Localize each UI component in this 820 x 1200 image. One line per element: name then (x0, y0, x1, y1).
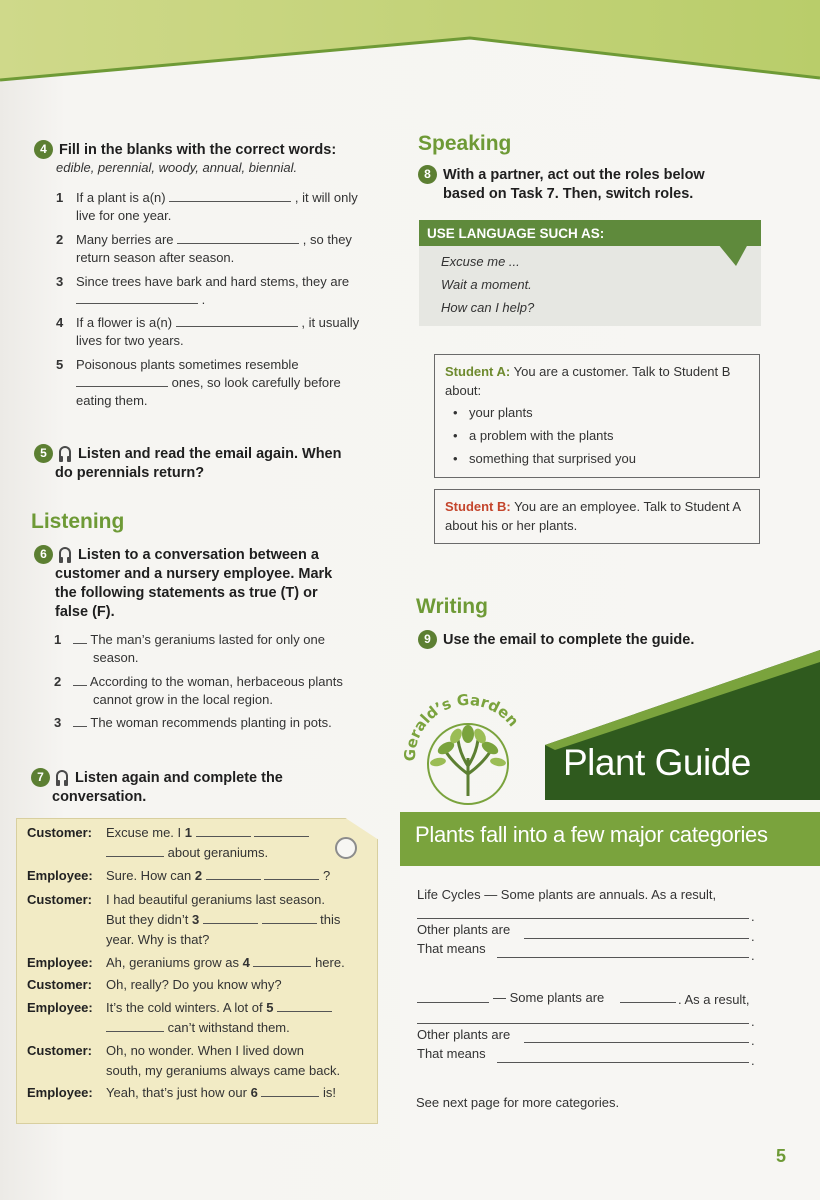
task6-instruction: 6 Listen to a conversation between a customer and a nursery employee. Mark the following statements as true (T) or false (F). (34, 545, 332, 622)
task8-instruction: 8 With a partner, act out the roles below based on Task 7. Then, switch roles. (418, 165, 705, 204)
language-box-header: USE LANGUAGE SUCH AS: (419, 220, 761, 246)
task7-instruction: 7 Listen again and complete the conversation. (31, 768, 283, 807)
dialogue-line-5: Customer: Oh, really? Do you know why? (27, 977, 282, 992)
dialogue-line-6: Employee: It’s the cold winters. A lot of 5 can’t withstand them. (27, 998, 367, 1038)
guide-other-1: Other plants are (417, 922, 511, 937)
task6-statement-2: 2 According to the woman, herbaceous plants cannot grow in the local region. (54, 674, 343, 707)
write-line[interactable] (417, 1023, 749, 1024)
answer-blank[interactable] (106, 1021, 164, 1032)
guide-means-1: That means (417, 941, 486, 956)
answer-blank[interactable] (261, 1086, 319, 1097)
textbook-page: 4 Fill in the blanks with the correct words: edible, perennial, woody, annual, biennial. 1 If a plant is a(n) , it will only live for one year. 2 Many berries are , so they return season after season. 3 Since trees have bark and hard stems, they are . 4 If a flower is a(n) , it usually lives for two years. 5 Poisonous plants sometimes resemble ones, so look carefully before eating them. 5 Listen and read the email again. When do perennials return? Listening 6 Listen to a conversation between a customer and a nursery employee. Mark the following statements as true (T) or false (F). 1 The man’s geraniums lasted for only one season. 2 According to the woman, herbaceous plants cannot grow in the local region. 3 The woman recommends planting in pots. 7 Listen again and complete the conversation. Customer: Excuse me. I 1 about geraniums. Employee: Sure. How can 2 ? Customer: I had beautiful geraniums last season. But they didn’t 3 this year. Why is that? Employee: Ah, geraniums grow as 4 here. Customer: Oh, really? Do you know why? Employee: It’s the cold winters. A lot of 5 can’t withstand them. Customer: Oh, no wonder. When I lived down south, my geraniums always came back. Employee: Yeah, that’s just how our 6 is! Speaking 8 With a partner, act out the roles below based on Task 7. Then, switch roles. USE LANGUAGE SUCH AS: Excuse me ... Wait a moment. How can I help? Student A: You are a customer. Talk to Student B about: • your plants • a problem with the plants • something that surprised you Student B: You are an employee. Talk to Student A about his or her plants. Writing 9 Use the email to complete the guide. Plant Guide Gerald’s Garden Plants fall into a few major categories Life Cycles — Some plants are annuals. As a result, . Other plants are . That means . — Some plants are . As a result, . Other plants are . That means . See next page for more categories. 5 (0, 0, 820, 1200)
answer-blank[interactable] (206, 869, 261, 880)
writing-heading: Writing (416, 595, 488, 618)
svg-text:Gerald’s Garden: Gerald’s Garden (400, 690, 523, 762)
answer-blank[interactable] (76, 376, 168, 387)
dialogue-line-8: Employee: Yeah, that’s just how our 6 is! (27, 1085, 337, 1100)
task5-instruction: 5 Listen and read the email again. When do perennials return? (34, 444, 341, 483)
task4-item-1: 1 If a plant is a(n) , it will only live for one year. (56, 190, 358, 223)
task-number-badge: 5 (34, 444, 53, 463)
dialogue-line-7: Customer: Oh, no wonder. When I lived down south, my geraniums always came back. (27, 1043, 341, 1078)
task4-item-4: 4 If a flower is a(n) , it usually lives for two years. (56, 315, 360, 348)
answer-blank[interactable] (254, 826, 309, 837)
answer-blank[interactable] (262, 913, 317, 924)
student-b-box: Student B: You are an employee. Talk to Student A about his or her plants. (434, 489, 760, 544)
task6-statement-1: 1 The man’s geraniums lasted for only one season. (54, 632, 325, 665)
write-line[interactable] (524, 938, 749, 939)
answer-blank[interactable] (176, 316, 298, 327)
write-line[interactable] (497, 1062, 749, 1063)
guide-see-next: See next page for more categories. (416, 1095, 620, 1110)
task-number-badge: 9 (418, 630, 437, 649)
language-phrase: Wait a moment. (441, 277, 532, 292)
word-bank: edible, perennial, woody, annual, biennial. (56, 160, 298, 175)
bullet-item: • something that surprised you (445, 447, 749, 470)
plant-guide-title: Plant Guide (563, 742, 751, 783)
dialogue-line-1: Customer: Excuse me. I 1 about geraniums. (27, 823, 367, 863)
write-line[interactable] (620, 1002, 676, 1003)
guide-dash: — Some plants are (493, 990, 605, 1005)
task4-item-5: 5 Poisonous plants sometimes resemble ones, so look carefully before eating them. (56, 357, 341, 408)
tf-blank[interactable] (73, 633, 87, 644)
task-number-badge: 7 (31, 768, 50, 787)
answer-blank[interactable] (169, 191, 291, 202)
dialogue-line-4: Employee: Ah, geraniums grow as 4 here. (27, 955, 345, 970)
guide-means-2: That means (417, 1046, 486, 1061)
task-number-badge: 8 (418, 165, 437, 184)
tf-blank[interactable] (73, 716, 87, 727)
answer-blank[interactable] (277, 1001, 332, 1012)
headphones-icon (59, 547, 71, 559)
guide-life-cycles: Life Cycles — Some plants are annuals. As a result, (417, 887, 717, 902)
speaking-heading: Speaking (418, 132, 512, 155)
answer-blank[interactable] (264, 869, 319, 880)
bullet-item: • a problem with the plants (445, 424, 749, 447)
task4-item-2: 2 Many berries are , so they return season after season. (56, 232, 352, 265)
dialogue-line-2: Employee: Sure. How can 2 ? (27, 868, 331, 883)
task-number-badge: 4 (34, 140, 53, 159)
answer-blank[interactable] (106, 846, 164, 857)
headphones-icon (56, 770, 68, 782)
bullet-item: • your plants (445, 401, 749, 424)
task4-instruction: 4 Fill in the blanks with the correct words: (34, 140, 336, 160)
headphones-icon (59, 446, 71, 458)
task-number-badge: 6 (34, 545, 53, 564)
write-line[interactable] (497, 957, 749, 958)
geralds-garden-logo (398, 688, 538, 808)
write-line[interactable] (417, 918, 749, 919)
write-line[interactable] (524, 1042, 749, 1043)
language-phrase: How can I help? (441, 300, 535, 315)
guide-other-2: Other plants are (417, 1027, 511, 1042)
language-box (419, 220, 761, 326)
answer-blank[interactable] (196, 826, 251, 837)
task4-item-3: 3 Since trees have bark and hard stems, they are . (56, 274, 350, 307)
task9-instruction: 9 Use the email to complete the guide. (418, 630, 694, 650)
answer-blank[interactable] (76, 293, 198, 304)
answer-blank[interactable] (203, 913, 258, 924)
top-green-band (0, 0, 820, 100)
page-number: 5 (776, 1146, 787, 1166)
write-line[interactable] (417, 1002, 489, 1003)
task6-statement-3: 3 The woman recommends planting in pots. (54, 715, 332, 730)
answer-blank[interactable] (253, 956, 311, 967)
answer-blank[interactable] (177, 233, 299, 244)
language-phrase: Excuse me ... (441, 254, 520, 269)
student-a-box: Student A: You are a customer. Talk to Student B about: • your plants • a problem with the plants • something that surprised you (434, 354, 760, 478)
listening-heading: Listening (31, 510, 125, 533)
plant-guide-subtitle: Plants fall into a few major categories (400, 812, 820, 866)
speech-tail-icon (718, 244, 748, 268)
dialogue-line-3: Customer: I had beautiful geraniums last season. But they didn’t 3 this year. Why is that? (27, 892, 341, 947)
guide-as-result: . As a result, (678, 992, 750, 1007)
tf-blank[interactable] (73, 675, 87, 686)
